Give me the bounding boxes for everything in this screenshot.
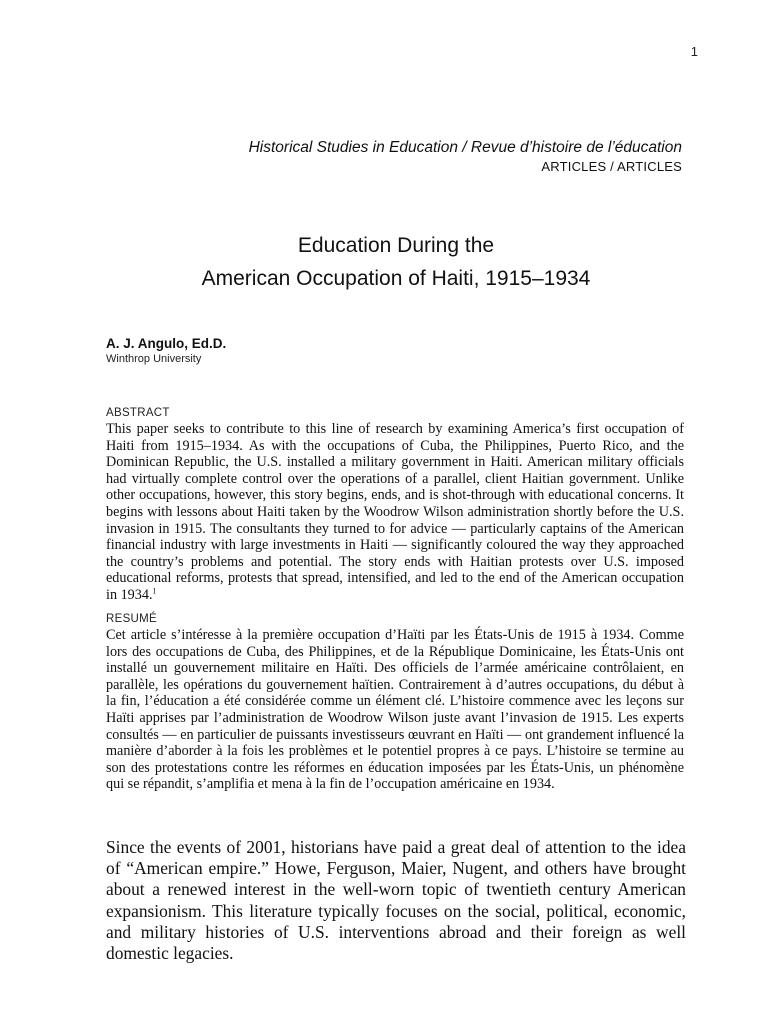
footnote-marker[interactable]: 1	[152, 586, 157, 596]
author-name: A. J. Angulo, Ed.D.	[106, 336, 227, 351]
abstract-paragraph	[106, 421, 684, 604]
resume-section	[106, 612, 684, 793]
abstract-section	[106, 406, 684, 604]
journal-title: Historical Studies in Education / Revue d’histoire de l’éducation	[248, 139, 682, 156]
resume-label: RESUMÉ	[106, 613, 158, 625]
author-block	[106, 335, 226, 366]
abstract-label: ABSTRACT	[106, 407, 170, 419]
resume-text: Cet article s’intéresse à la première occupation d’Haïti par les États-Unis de 1915 à 1934. Comme lors des occupations de Cuba, des Philippines, et de la République Dominicaine, les États-Unis ont installé un gouvernement militaire en Haïti. Des officiels de l’armée américaine contrôlaient, en parallèle, les opérations du gouvernement haïtien. Contrairement à d’autres occupations, du début à la fin, l’éducation a été considérée comme un élément clé. L’histoire commence avec les leçons sur Haïti apprises par l’administration de Woodrow Wilson juste avant l’invasion de 1915. Les experts consultés — en particulier de puissants investisseurs œuvrant en Haïti — ont grandement influencé la manière d’aborder à la fois les problèmes et le potentiel propres à ce pays. L’histoire se termine au son des protestations contre les réformes en éducation imposées par les États-Unis, un phénomène qui se répandit, s’amplifia et mena à la fin de l’occupation américaine en 1934.	[106, 627, 684, 793]
body-paragraph: Since the events of 2001, historians have paid a great deal of attention to the idea of “American empire.” Howe, Ferguson, Maier, Nugent, and others have brought about a renewed interest in the well-worn topic of twentieth century American expansionism. This literature typically focuses on the social, political, economic, and military histories of U.S. interventions abroad and their foreign as well domestic legacies.	[106, 837, 686, 964]
journal-section: ARTICLES / ARTICLES	[541, 159, 682, 174]
author-affiliation: Winthrop University	[106, 353, 202, 365]
page-number: 1	[690, 44, 698, 59]
article-title	[100, 229, 692, 295]
article-title-line-2: American Occupation of Haiti, 1915–1934	[201, 267, 591, 290]
journal-header	[100, 138, 682, 175]
abstract-text: This paper seeks to contribute to this line of research by examining America’s first occupation of Haiti from 1915–1934. As with the occupations of Cuba, the Philippines, Puerto Rico, and the Dominican Republic, the U.S. installed a military government in Haiti. American military officials had virtually complete control over the operations of a parallel, client Haitian government. Unlike other occupations, however, this story begins, ends, and is shot-through with educational concerns. It begins with lessons about Haiti taken by the Woodrow Wilson administration shortly before the U.S. invasion in 1915. The consultants they turned to for advice — particularly captains of the American financial industry with large investments in Haiti — significantly coloured the way they approached the country’s problems and potential. The story ends with Haitian protests over U.S. imposed educational reforms, protests that spread, intensified, and led to the end of the American occupation in 1934.	[106, 421, 684, 603]
article-title-line-1: Education During the	[297, 234, 495, 257]
